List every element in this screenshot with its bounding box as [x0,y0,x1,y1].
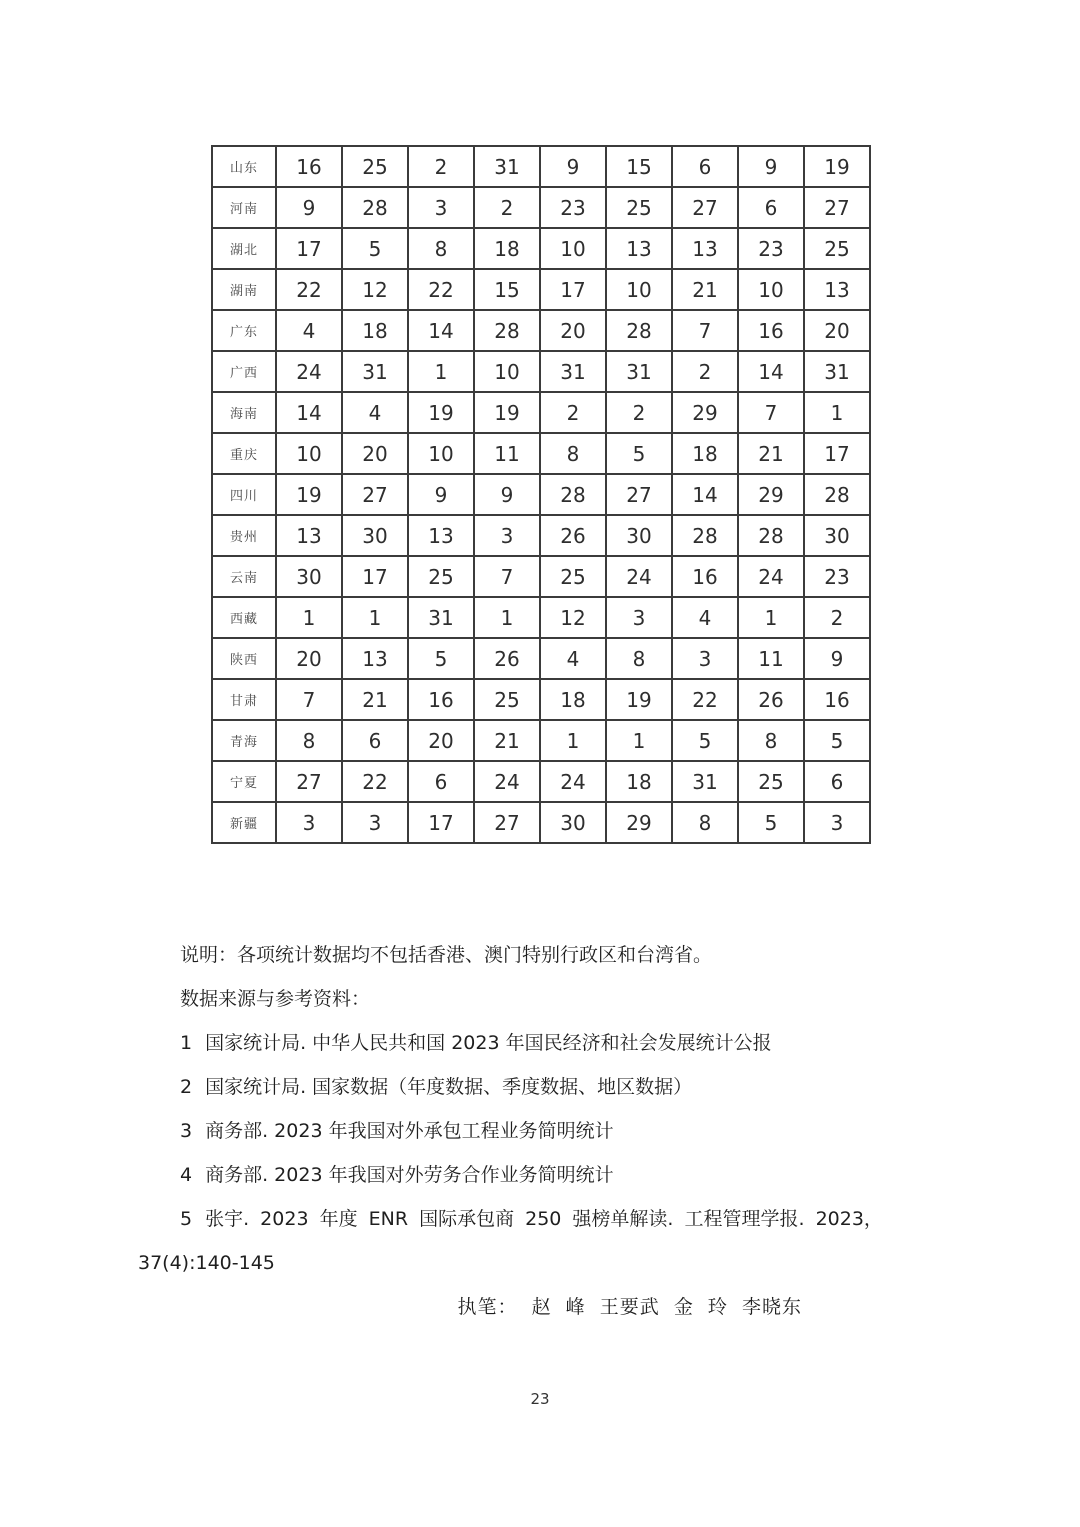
table-cell: 10 [738,269,804,310]
table-cell: 31 [672,761,738,802]
reference-item [138,1065,950,1109]
table-cell: 29 [738,474,804,515]
table-cell: 16 [738,310,804,351]
remark-text: 说明：各项统计数据均不包括香港、澳门特别行政区和台湾省。 [180,944,713,966]
table-cell: 29 [606,802,672,843]
table-cell: 10 [408,433,474,474]
table-cell: 18 [474,228,540,269]
table-cell: 13 [276,515,342,556]
province-label: 海南 [212,392,276,433]
table-cell: 3 [606,597,672,638]
table-row [212,392,870,433]
table-cell: 5 [606,433,672,474]
table-cell: 18 [606,761,672,802]
table-row [212,351,870,392]
authors-line: 执笔： 赵 峰 王要武 金 玲 李晓东 [457,1296,802,1318]
table-cell: 16 [804,679,870,720]
table-row [212,761,870,802]
table-cell: 18 [672,433,738,474]
province-label: 贵州 [212,515,276,556]
table-cell: 26 [738,679,804,720]
table-cell: 13 [804,269,870,310]
table-cell: 28 [738,515,804,556]
table-cell: 1 [606,720,672,761]
table-cell: 5 [738,802,804,843]
table-row [212,228,870,269]
sources-title: 数据来源与参考资料： [180,988,371,1010]
table-row [212,515,870,556]
table-row [212,802,870,843]
table-cell: 14 [738,351,804,392]
table-cell: 1 [342,597,408,638]
table-cell: 22 [672,679,738,720]
table-cell: 10 [540,228,606,269]
table-cell: 28 [342,187,408,228]
table-cell: 10 [474,351,540,392]
province-label: 陕西 [212,638,276,679]
table-cell: 30 [804,515,870,556]
table-cell: 17 [408,802,474,843]
table-cell: 27 [474,802,540,843]
reference-item [138,1197,950,1241]
table-cell: 28 [672,515,738,556]
table-cell: 29 [672,392,738,433]
table-row [212,146,870,187]
table-cell: 31 [606,351,672,392]
page-number: 23 [530,1390,550,1408]
reference-number: 5 [180,1208,193,1230]
province-label: 湖南 [212,269,276,310]
table-cell: 1 [804,392,870,433]
table-cell: 2 [672,351,738,392]
table-cell: 9 [276,187,342,228]
table-cell: 21 [672,269,738,310]
province-label: 湖北 [212,228,276,269]
table-cell: 20 [276,638,342,679]
table-cell: 21 [474,720,540,761]
table-cell: 2 [474,187,540,228]
table-cell: 13 [672,228,738,269]
table-cell: 4 [672,597,738,638]
province-label: 云南 [212,556,276,597]
table-cell: 17 [342,556,408,597]
table-cell: 8 [672,802,738,843]
table-cell: 25 [474,679,540,720]
table-cell: 17 [276,228,342,269]
reference-text: 张宇. 2023 年度 ENR 国际承包商 250 强榜单解读. 工程管理学报. 2023， [205,1208,883,1230]
table-cell: 23 [738,228,804,269]
reference-number: 2 [180,1076,193,1098]
reference-number: 4 [180,1164,193,1186]
table-cell: 7 [738,392,804,433]
province-label: 广东 [212,310,276,351]
table-row [212,679,870,720]
table-cell: 8 [276,720,342,761]
table-cell: 30 [276,556,342,597]
table-cell: 7 [474,556,540,597]
table-cell: 2 [540,392,606,433]
table-cell: 28 [540,474,606,515]
reference-continuation: 37(4):140-145 [138,1252,275,1274]
table-cell: 24 [474,761,540,802]
table-row [212,310,870,351]
table-cell: 24 [276,351,342,392]
reference-number: 3 [180,1120,193,1142]
table-cell: 31 [474,146,540,187]
province-label: 河南 [212,187,276,228]
table-cell: 27 [804,187,870,228]
table-cell: 21 [342,679,408,720]
table-cell: 19 [606,679,672,720]
table-cell: 10 [276,433,342,474]
table-cell: 16 [408,679,474,720]
table-cell: 20 [408,720,474,761]
table-cell: 8 [408,228,474,269]
table-cell: 9 [474,474,540,515]
table-cell: 8 [606,638,672,679]
table-cell: 31 [408,597,474,638]
table-cell: 3 [474,515,540,556]
table-cell: 20 [540,310,606,351]
table-cell: 25 [342,146,408,187]
table-cell: 6 [804,761,870,802]
table-cell: 14 [276,392,342,433]
table-cell: 19 [276,474,342,515]
reference-number: 1 [180,1032,193,1054]
reference-item [138,1109,950,1153]
reference-text: 国家统计局. 中华人民共和国 2023 年国民经济和社会发展统计公报 [205,1032,772,1054]
province-label: 西藏 [212,597,276,638]
table-cell: 24 [606,556,672,597]
table-cell: 9 [738,146,804,187]
table-cell: 19 [804,146,870,187]
table-cell: 2 [408,146,474,187]
table-cell: 8 [738,720,804,761]
table-cell: 25 [738,761,804,802]
table-cell: 19 [474,392,540,433]
table-cell: 24 [738,556,804,597]
table-cell: 16 [276,146,342,187]
province-ranking-table [211,145,871,844]
table-cell: 19 [408,392,474,433]
table-cell: 9 [804,638,870,679]
province-label: 宁夏 [212,761,276,802]
table-cell: 1 [276,597,342,638]
table-cell: 9 [408,474,474,515]
table-cell: 27 [606,474,672,515]
table-cell: 22 [342,761,408,802]
table-row [212,597,870,638]
table-cell: 12 [342,269,408,310]
table-cell: 15 [606,146,672,187]
table-cell: 14 [672,474,738,515]
table-cell: 13 [342,638,408,679]
table-cell: 3 [672,638,738,679]
table-cell: 2 [606,392,672,433]
table-cell: 31 [342,351,408,392]
table-cell: 30 [342,515,408,556]
province-label: 新疆 [212,802,276,843]
table-cell: 26 [540,515,606,556]
table-cell: 5 [672,720,738,761]
notes-section [138,933,950,1329]
table-cell: 8 [540,433,606,474]
table-row [212,556,870,597]
table-cell: 30 [606,515,672,556]
table-cell: 1 [408,351,474,392]
table-cell: 30 [540,802,606,843]
table-cell: 26 [474,638,540,679]
province-label: 甘肃 [212,679,276,720]
table-cell: 3 [804,802,870,843]
table-cell: 6 [408,761,474,802]
table-row [212,638,870,679]
reference-text: 商务部. 2023 年我国对外承包工程业务简明统计 [205,1120,614,1142]
table-cell: 25 [540,556,606,597]
table-row [212,720,870,761]
table-cell: 15 [474,269,540,310]
table-row [212,187,870,228]
table-cell: 12 [540,597,606,638]
reference-text: 国家统计局. 国家数据（年度数据、季度数据、地区数据） [205,1076,693,1098]
table-cell: 9 [540,146,606,187]
province-label: 重庆 [212,433,276,474]
table-cell: 5 [804,720,870,761]
table-cell: 28 [804,474,870,515]
province-label: 广西 [212,351,276,392]
table-cell: 1 [738,597,804,638]
reference-item [138,1153,950,1197]
table-cell: 5 [342,228,408,269]
table-cell: 7 [672,310,738,351]
table-cell: 25 [606,187,672,228]
table-cell: 20 [342,433,408,474]
table-cell: 23 [804,556,870,597]
table-cell: 20 [804,310,870,351]
table-cell: 4 [276,310,342,351]
table-cell: 28 [606,310,672,351]
reference-item [138,1021,950,1065]
table-cell: 27 [276,761,342,802]
table-cell: 18 [540,679,606,720]
ranking-table [211,145,871,844]
table-cell: 14 [408,310,474,351]
table-cell: 25 [804,228,870,269]
table-cell: 5 [408,638,474,679]
table-cell: 27 [672,187,738,228]
table-cell: 10 [606,269,672,310]
table-row [212,474,870,515]
table-cell: 3 [408,187,474,228]
province-label: 四川 [212,474,276,515]
table-cell: 7 [276,679,342,720]
table-cell: 11 [738,638,804,679]
province-label: 山东 [212,146,276,187]
table-cell: 22 [276,269,342,310]
table-cell: 4 [540,638,606,679]
table-cell: 1 [474,597,540,638]
table-cell: 16 [672,556,738,597]
table-cell: 17 [804,433,870,474]
table-cell: 11 [474,433,540,474]
table-cell: 31 [804,351,870,392]
table-cell: 25 [408,556,474,597]
table-row [212,269,870,310]
table-cell: 27 [342,474,408,515]
table-cell: 13 [408,515,474,556]
table-cell: 6 [342,720,408,761]
table-cell: 4 [342,392,408,433]
table-cell: 6 [738,187,804,228]
province-label: 青海 [212,720,276,761]
table-cell: 13 [606,228,672,269]
table-cell: 28 [474,310,540,351]
table-cell: 1 [540,720,606,761]
table-cell: 23 [540,187,606,228]
table-cell: 21 [738,433,804,474]
table-cell: 18 [342,310,408,351]
table-cell: 2 [804,597,870,638]
table-cell: 24 [540,761,606,802]
table-cell: 22 [408,269,474,310]
table-row [212,433,870,474]
table-cell: 31 [540,351,606,392]
table-cell: 3 [342,802,408,843]
table-cell: 6 [672,146,738,187]
table-cell: 17 [540,269,606,310]
reference-text: 商务部. 2023 年我国对外劳务合作业务简明统计 [205,1164,614,1186]
table-cell: 3 [276,802,342,843]
